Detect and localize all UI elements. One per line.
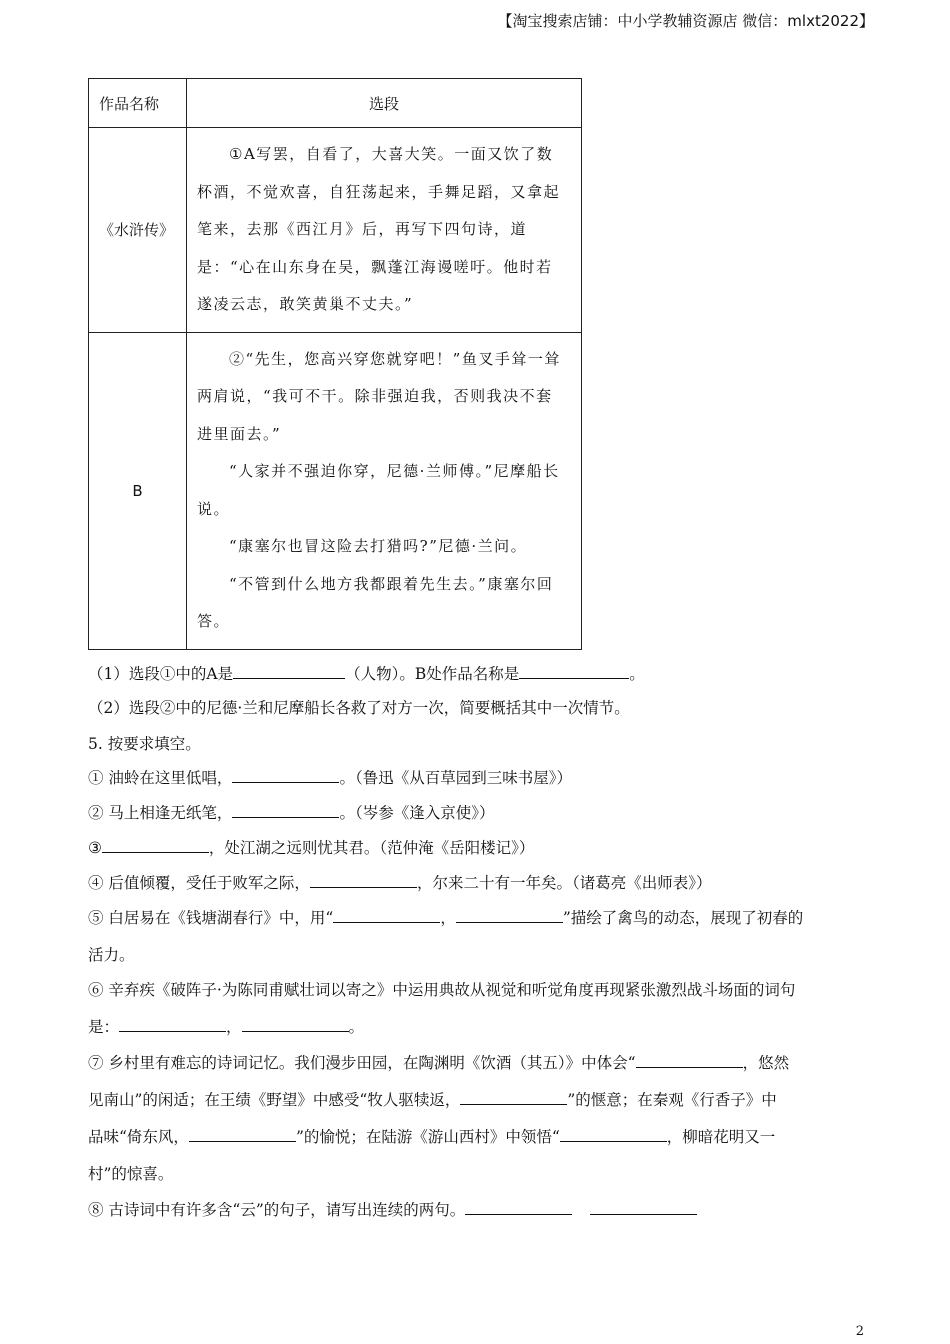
- answer-blank[interactable]: [233, 664, 345, 679]
- fill-item-7-cont: 见南山”的闲适；在王绩《野望》中感受“牧人驱犊返， ”的惬意；在秦观《行香子》中: [88, 1091, 777, 1109]
- excerpt-cell: [187, 332, 582, 649]
- excerpt-paragraph: “不管到什么地方我都跟着先生去。”康塞尔回答。: [197, 574, 554, 630]
- excerpt-paragraph: ②“先生，您高兴穿您就穿吧！”鱼叉手耸一耸两肩说，“我可不干。除非强迫我，否则我决不套进里面去。”: [197, 349, 561, 443]
- answer-blank[interactable]: [465, 1200, 572, 1215]
- fill-item-7-cont: 村”的惊喜。: [88, 1165, 174, 1183]
- answer-blank[interactable]: [519, 664, 629, 679]
- question-5-heading: 5. 按要求填空。: [88, 735, 201, 753]
- answer-blank[interactable]: [456, 908, 563, 923]
- answer-blank[interactable]: [310, 873, 417, 888]
- answer-blank[interactable]: [590, 1200, 697, 1215]
- work-name-cell: B: [89, 332, 187, 649]
- table-header-row: [89, 79, 582, 128]
- fill-item-6-cont: 是： ， 。: [88, 1018, 365, 1036]
- fill-item-4: ④ 后值倾覆，受任于败军之际， ，尔来二十有一年矣。（诸葛亮《出师表》）: [88, 874, 712, 892]
- header-work-name: 作品名称: [89, 79, 187, 128]
- answer-blank[interactable]: [560, 1127, 667, 1142]
- header-excerpt: 选段: [187, 79, 582, 128]
- answer-blank[interactable]: [636, 1053, 743, 1068]
- fill-item-5-cont: 活力。: [88, 946, 135, 964]
- excerpt-cell: [187, 128, 582, 333]
- answer-blank[interactable]: [189, 1127, 296, 1142]
- fill-item-7: ⑦ 乡村里有难忘的诗词记忆。我们漫步田园，在陶渊明《饮酒（其五）》中体会“ ，悠然: [88, 1054, 790, 1072]
- fill-item-5: ⑤ 白居易在《钱塘湖春行》中，用“ ， ”描绘了禽鸟的动态，展现了初春的: [88, 909, 804, 927]
- excerpt-table: [88, 78, 582, 650]
- excerpt-paragraph: ①A写罢，自看了，大喜大笑。一面又饮了数杯酒，不觉欢喜，自狂荡起来，手舞足蹈，又拿起笔来，去那《西江月》后，再写下四句诗，道是：“心在山东身在吴，飘蓬江海谩嗟吁。他时若遂凌云志，敢笑黄巢不丈夫。”: [197, 145, 561, 313]
- answer-blank[interactable]: [232, 803, 339, 818]
- fill-item-7-cont: 品味“倚东风， ”的愉悦；在陆游《游山西村》中领悟“ ，柳暗花明又一: [88, 1128, 776, 1146]
- fill-item-2: ② 马上相逢无纸笔， 。（岑参《逢入京使》）: [88, 804, 495, 822]
- fill-item-8: ⑧ 古诗词中有许多含“云”的句子，请写出连续的两句。: [88, 1200, 697, 1220]
- answer-blank[interactable]: [232, 768, 339, 783]
- fill-item-1: ① 油蛉在这里低唱， 。（鲁迅《从百草园到三味书屋》）: [88, 769, 572, 787]
- answer-blank[interactable]: [460, 1090, 567, 1105]
- answer-blank[interactable]: [333, 908, 440, 923]
- excerpt-paragraph: “人家并不强迫你穿，尼德·兰师傅。”尼摩船长说。: [197, 462, 560, 518]
- page-number: 2: [855, 1324, 864, 1339]
- fill-item-3: ③ ，处江湖之远则忧其君。（范仲淹《岳阳楼记》）: [88, 839, 535, 857]
- fill-item-6: ⑥ 辛弃疾《破阵子·为陈同甫赋壮词以寄之》中运用典故从视觉和听觉角度再现紧张激烈战斗场面的词句: [88, 981, 796, 999]
- answer-blank[interactable]: [102, 838, 209, 853]
- question-2: （2）选段②中的尼德·兰和尼摩船长各救了对方一次，简要概括其中一次情节。: [88, 699, 630, 717]
- answer-blank[interactable]: [242, 1017, 349, 1032]
- answer-blank[interactable]: [119, 1017, 226, 1032]
- excerpt-paragraph: “康塞尔也冒这险去打猎吗?”尼德·兰问。: [229, 537, 528, 555]
- question-1: （1）选段①中的A是 （人物）。B处作品名称是 。: [88, 665, 645, 683]
- table-row: [89, 128, 582, 333]
- table-row: [89, 332, 582, 649]
- page-header: 【淘宝搜索店铺：中小学教辅资源店 微信：mlxt2022】: [497, 12, 874, 30]
- work-name-cell: 《水浒传》: [89, 128, 187, 333]
